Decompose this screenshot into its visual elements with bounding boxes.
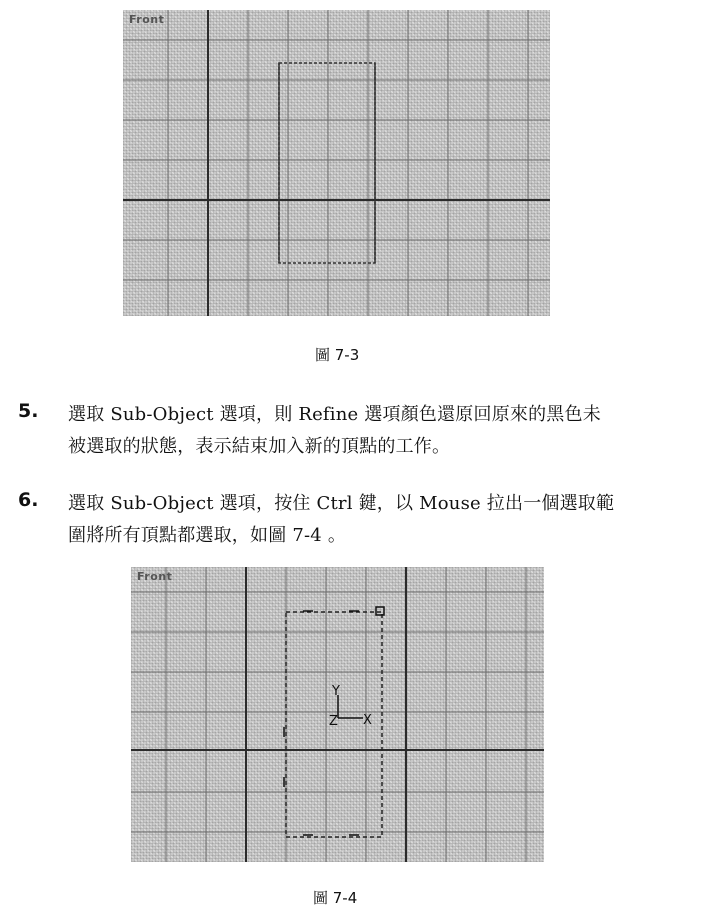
viewport-figure-7-4 <box>131 567 544 862</box>
viewport-label: Front <box>137 570 173 583</box>
axis-label-x: X <box>363 713 372 728</box>
step-text-line: 被選取的狀態，表示結束加入新的頂點的工作。 <box>68 436 451 457</box>
viewport-grid <box>123 10 550 316</box>
axis-label-z: Z <box>329 714 338 729</box>
viewport-figure-7-3 <box>123 10 550 316</box>
viewport-label: Front <box>129 13 165 26</box>
axis-label-y: Y <box>332 684 340 699</box>
axis-gizmo <box>338 695 363 718</box>
figure-caption-7-3: 圖 7-3 <box>315 346 360 364</box>
step-text-line: 選取 Sub-Object 選項，按住 Ctrl 鍵，以 Mouse 拉出一個選取範 <box>68 493 615 514</box>
step-number: 5. <box>18 400 39 422</box>
figure-caption-7-4: 圖 7-4 <box>313 889 358 907</box>
step-text-line: 圍將所有頂點都選取，如圖 7-4 。 <box>68 525 347 546</box>
step-number: 6. <box>18 489 39 511</box>
viewport-grid <box>131 567 544 862</box>
spline-shape <box>279 63 375 263</box>
step-text-line: 選取 Sub-Object 選項，則 Refine 選項顏色還原回原來的黑色未 <box>68 404 601 425</box>
